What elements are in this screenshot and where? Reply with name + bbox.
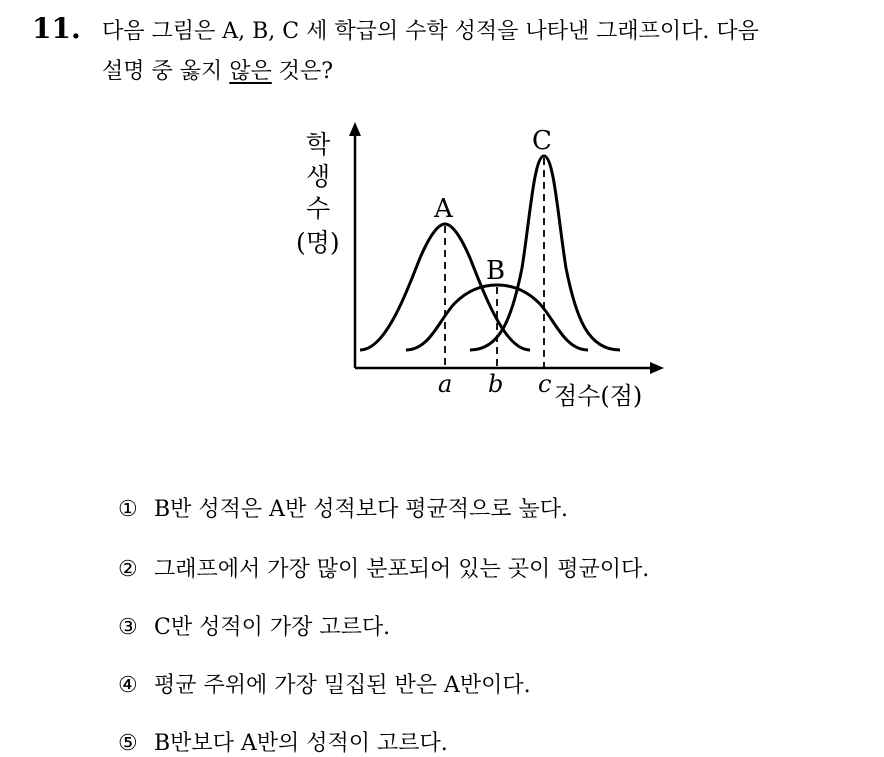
option-4[interactable] (118, 668, 531, 699)
y-axis-arrow (349, 122, 361, 136)
question-text-line2 (102, 54, 333, 85)
option-3-number: ③ (118, 615, 138, 640)
curve-c (470, 156, 620, 350)
distribution-figure (290, 118, 680, 418)
distribution-chart (290, 118, 680, 418)
option-3-text: C반 성적이 가장 고르다. (154, 615, 391, 640)
option-5-number: ⑤ (118, 731, 138, 756)
question-text-pre: 설명 중 옳지 (102, 59, 230, 84)
y-label-char-4: (명) (296, 228, 340, 257)
question-number: 11. (32, 12, 81, 45)
option-1[interactable] (118, 492, 568, 523)
x-axis-arrow (650, 362, 664, 374)
x-axis-label: 점수(점) (554, 382, 643, 410)
option-4-text: 평균 주위에 가장 밀집된 반은 A반이다. (154, 673, 531, 698)
y-label-char-1: 학 (306, 130, 331, 159)
question-text-underlined: 않은 (229, 59, 272, 84)
option-4-number: ④ (118, 673, 138, 698)
option-5[interactable] (118, 726, 448, 757)
y-label-char-3: 수 (306, 194, 331, 223)
option-2-text: 그래프에서 가장 많이 분포되어 있는 곳이 평균이다. (154, 557, 650, 582)
option-5-text: B반보다 A반의 성적이 고르다. (154, 731, 448, 756)
option-1-text: B반 성적은 A반 성적보다 평균적으로 높다. (154, 497, 569, 522)
curve-label-b: B (486, 256, 506, 286)
tick-label-c: c (538, 370, 552, 398)
curve-label-a: A (434, 194, 453, 224)
option-3[interactable] (118, 610, 390, 641)
curve-label-c: C (532, 126, 552, 156)
question-text-post: 것은? (271, 59, 334, 84)
option-1-number: ① (118, 497, 138, 522)
y-label-char-2: 생 (306, 162, 331, 191)
question-text-line1: 다음 그림은 A, B, C 세 학급의 수학 성적을 나타낸 그래프이다. 다음 (102, 19, 759, 44)
tick-label-a: a (438, 370, 453, 398)
option-2-number: ② (118, 557, 138, 582)
option-2[interactable] (118, 552, 649, 583)
tick-label-b: b (488, 370, 504, 398)
